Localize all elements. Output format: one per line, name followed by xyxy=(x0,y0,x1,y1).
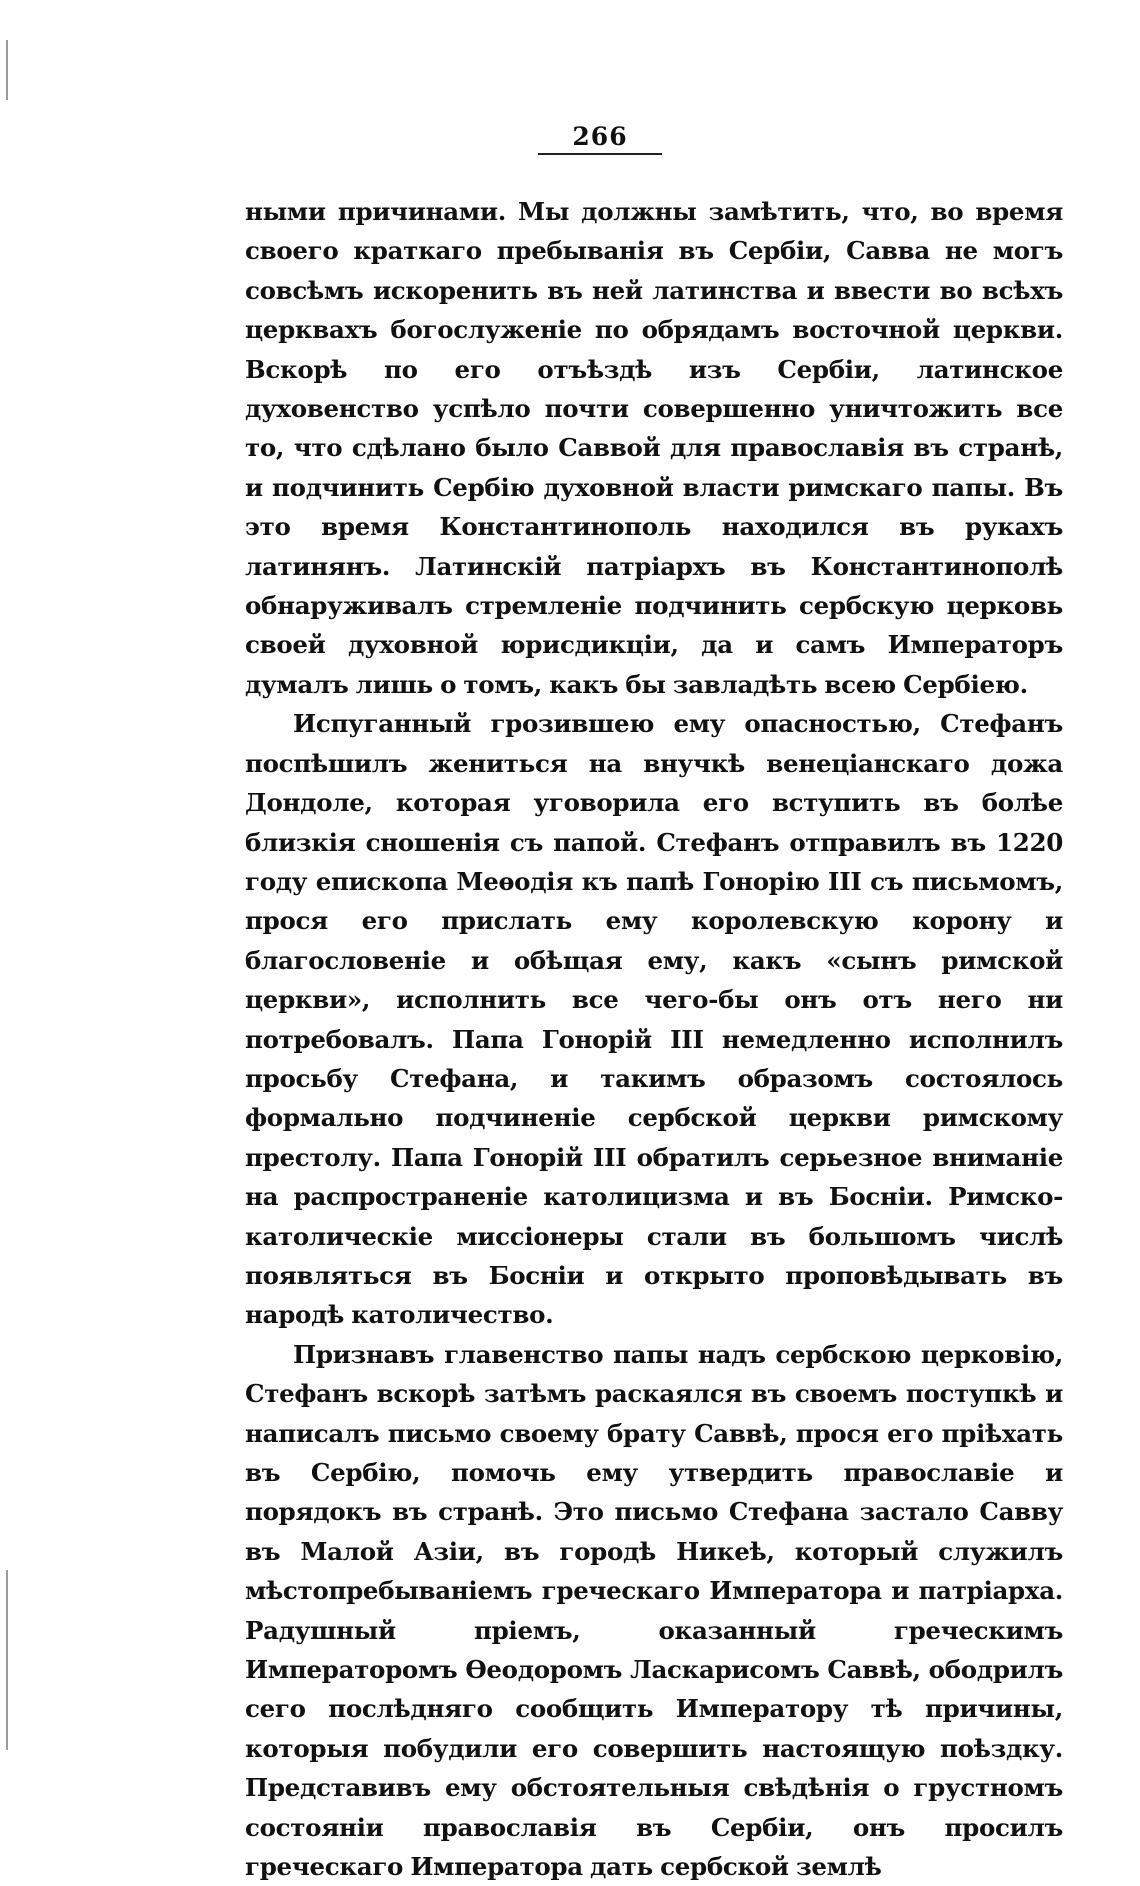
scan-edge-mark xyxy=(6,1570,8,1750)
scan-edge-mark xyxy=(6,40,8,100)
paragraph-3: Признавъ главенство папы надъ сербскою церковію, Стефанъ вскорѣ затѣмъ раскаялся въ своемъ поступкѣ и написалъ письмо своему брату Саввѣ, прося его пріѣхать въ Сербію, помочь ему утвердить православіе и порядокъ въ странѣ. Это письмо Стефана застало Савву въ Малой Азіи, въ городѣ Никеѣ, который служилъ мѣстопребываніемъ греческаго Императора и патріарха. Радушный пріемъ, оказанный греческимъ Императоромъ Ѳеодоромъ Ласкарисомъ Саввѣ, ободрилъ сего послѣдняго сообщить Императору тѣ причины, которыя побудили его совершить настоящую поѣздку. Представивъ ему обстоятельныя свѣдѣнія о грустномъ состояніи православія въ Сербіи, онъ просилъ греческаго Императора дать сербской землѣ xyxy=(245,1339,1063,1882)
page-number: 266 xyxy=(538,122,661,155)
text-body xyxy=(245,192,1063,1886)
paragraph-2: Испуганный грозившею ему опасностью, Стефанъ поспѣшилъ жениться на внучкѣ венеціанскаго дожа Дондоле, которая уговорила его вступить въ болѣе близкія сношенія съ папой. Стефанъ отправилъ въ 1220 году епископа Меѳодія къ папѣ Гонорію III съ письмомъ, прося его прислать ему королевскую корону и благословеніе и обѣщая ему, какъ «сынъ римской церкви», исполнить все чего-бы онъ отъ него ни потребовалъ. Папа Гонорій III немедленно исполнилъ просьбу Стефана, и такимъ образомъ состоялось формально подчиненіе сербской церкви римскому престолу. Папа Гонорій III обратилъ серьезное вниманіе на распространеніе католицизма и въ Босніи. Римско-католическіе миссіонеры стали въ большомъ числѣ появляться въ Босніи и открыто проповѣдывать въ народѣ католичество. xyxy=(245,709,1063,1330)
paragraph-1: ными причинами. Мы должны замѣтить, что, во время своего краткаго пребыванія въ Сербіи, Савва не могъ совсѣмъ искоренить въ ней латинства и ввести во всѣхъ церквахъ богослуженіе по обрядамъ восточной церкви. Вскорѣ по его отъѣздѣ изъ Сербіи, латинское духовенство успѣло почти совершенно уничтожить все то, что сдѣлано было Саввой для православія въ странѣ, и подчинить Сербію духовной власти римскаго папы. Въ это время Константинополь находился въ рукахъ латинянъ. Латинскій патріархъ въ Константинополѣ обнаруживалъ стремленіе подчинить сербскую церковь своей духовной юрисдикціи, да и самъ Императоръ думалъ лишь о томъ, какъ бы завладѣть всею Сербіею. xyxy=(245,197,1063,699)
page-header xyxy=(0,122,1140,155)
